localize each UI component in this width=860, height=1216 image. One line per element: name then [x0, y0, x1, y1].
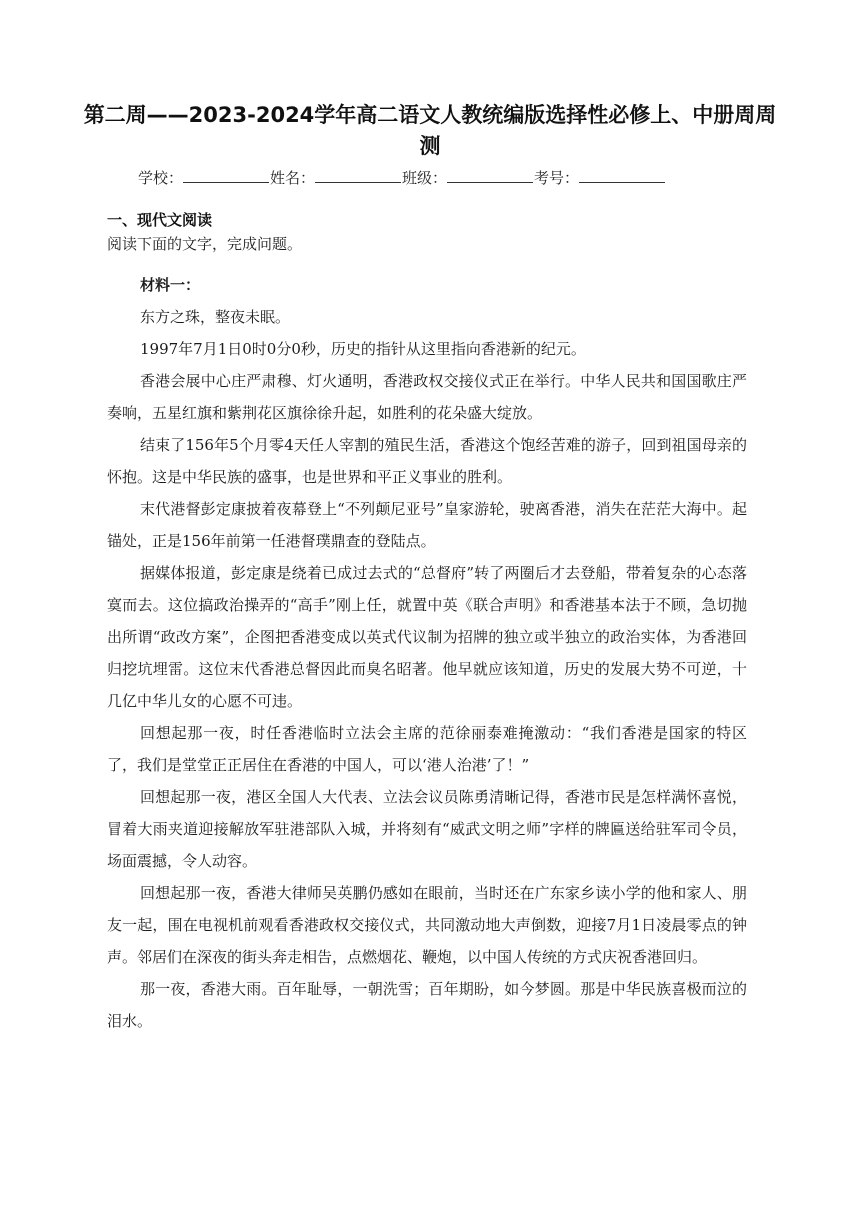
reading-material [107, 269, 747, 1037]
section-heading: 一、现代文阅读 [107, 211, 213, 229]
paragraph: 回想起那一夜，香港大律师吴英鹏仍感如在眼前，当时还在广东家乡读小学的他和家人、朋友一起，围在电视机前观看香港政权交接仪式，共同激动地大声倒数，迎接7月1日凌晨零点的钟声。邻居们在深夜的街头奔走相告，点燃烟花、鞭炮，以中国人传统的方式庆祝香港回归。 [107, 884, 747, 966]
material-label: 材料一： [140, 276, 201, 294]
paragraph: 结束了156年5个月零4天任人宰割的殖民生活，香港这个饱经苦难的游子，回到祖国母亲的怀抱。这是中华民族的盛事，也是世界和平正义事业的胜利。 [107, 436, 747, 486]
paragraph: 那一夜，香港大雨。百年耻辱，一朝洗雪；百年期盼，如今梦圆。那是中华民族喜极而泣的泪水。 [107, 980, 747, 1030]
exam-number-label: 考号： [534, 169, 580, 187]
paragraph: 香港会展中心庄严肃穆、灯火通明，香港政权交接仪式正在举行。中华人民共和国国歌庄严奏响，五星红旗和紫荆花区旗徐徐升起，如胜利的花朵盛大绽放。 [107, 372, 747, 422]
school-blank [183, 166, 269, 183]
paragraph: 末代港督彭定康披着夜幕登上“不列颠尼亚号”皇家游轮，驶离香港，消失在茫茫大海中。起锚处，正是156年前第一任港督璞鼎查的登陆点。 [107, 500, 747, 550]
paragraph: 回想起那一夜，时任香港临时立法会主席的范徐丽泰难掩激动：“我们香港是国家的特区了，我们是堂堂正正居住在香港的中国人，可以‘港人治港’了！” [107, 724, 747, 774]
school-label: 学校： [138, 169, 184, 187]
section-instruction: 阅读下面的文字，完成问题。 [107, 235, 303, 253]
exam-number-blank [579, 166, 665, 183]
student-info-line [138, 165, 778, 191]
paragraph: 1997年7月1日0时0分0秒，历史的指针从这里指向香港新的纪元。 [140, 340, 586, 358]
name-label: 姓名： [270, 169, 316, 187]
paragraph: 回想起那一夜，港区全国人大代表、立法会议员陈勇清晰记得，香港市民是怎样满怀喜悦，冒着大雨夹道迎接解放军驻港部队入城，并将刻有“威武文明之师”字样的牌匾送给驻军司令员，场面震撼，令人动容。 [107, 788, 747, 870]
paragraph: 东方之珠，整夜未眠。 [140, 308, 291, 326]
paragraph: 据媒体报道，彭定康是绕着已成过去式的“总督府”转了两圈后才去登船，带着复杂的心态落寞而去。这位搞政治操弄的“高手”刚上任，就置中英《联合声明》和香港基本法于不顾，急切抛出所谓“政改方案”，企图把香港变成以英式代议制为招牌的独立或半独立的政治实体，为香港回归挖坑埋雷。这位末代香港总督因此而臭名昭著。他早就应该知道，历史的发展大势不可逆，十几亿中华儿女的心愿不可违。 [107, 564, 747, 710]
name-blank [315, 166, 401, 183]
class-label: 班级： [402, 169, 448, 187]
class-blank [447, 166, 533, 183]
page-title: 第二周——2023-2024学年高二语文人教统编版选择性必修上、中册周周测 [83, 103, 777, 158]
